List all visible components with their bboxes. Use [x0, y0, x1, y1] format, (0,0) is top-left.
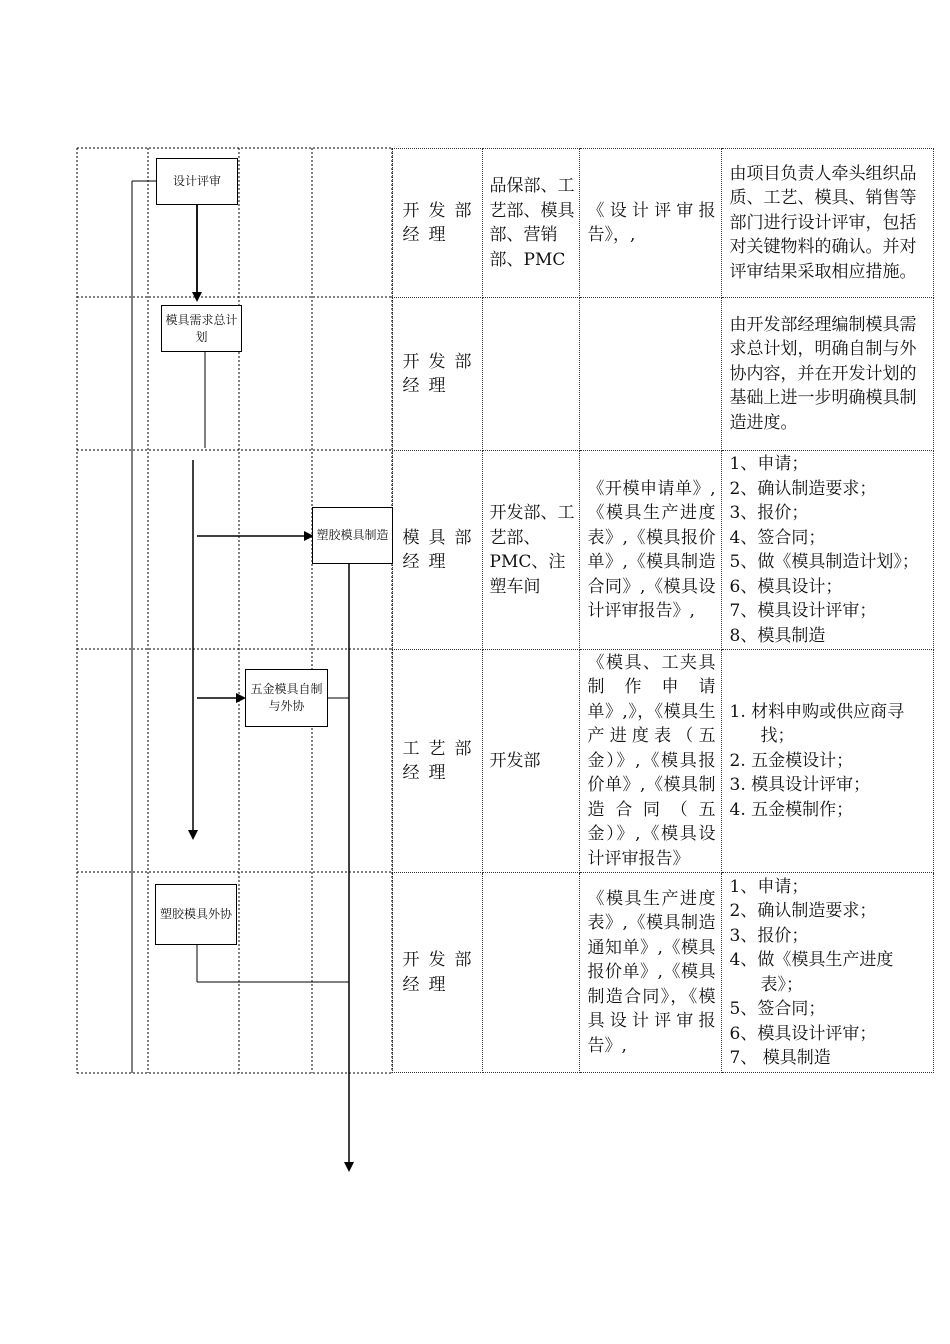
description-item: 1、申请；: [729, 454, 809, 474]
departments-cell: 品保部、工艺部、模具部、营销部、PMC: [482, 149, 579, 298]
description-item: 2、确认制造要求；: [729, 478, 877, 499]
description-item: 1. 材料申购或供应商寻找；: [729, 701, 905, 747]
description-item: 3、报价；: [729, 925, 809, 946]
departments-cell: [482, 873, 579, 1073]
documents-cell: [579, 298, 721, 451]
description-item: 5、做《模具制造计划》；: [729, 552, 919, 572]
description-cell: 由开发部经理编制模具需求总计划，明确自制与外协内容，并在开发计划的基础上进一步明确模具制造进度。: [721, 298, 933, 451]
documents-cell: 《模具、工夹具制作申请单》,》，《模具生产进度表（五金）》,《模具报价单》,《模具制造合同（五金）》,《模具设计评审报告》: [579, 650, 721, 873]
table-row: [77, 451, 933, 650]
responsible-cell: 开发部经理: [392, 298, 482, 451]
departments-cell: [482, 298, 579, 451]
departments-cell: 开发部、工艺部、PMC、注塑车间: [482, 451, 579, 650]
description-item: 4、签合同；: [729, 527, 826, 548]
responsible-cell: 工艺部经理: [392, 650, 482, 873]
responsible-cell: 开发部经理: [392, 873, 482, 1073]
documents-cell: 《模具生产进度表》,《模具制造通知单》,《模具报价单》,《模具制造合同》，《模具设计评审报告》,: [579, 873, 721, 1073]
description-item: 3. 模具设计评审；: [729, 775, 871, 796]
table-row: [77, 650, 933, 873]
description-item: 7、模具设计评审；: [729, 601, 877, 621]
plastic-mold-make-box: 塑胶模具制造: [312, 507, 393, 564]
description-cell: [721, 650, 933, 873]
documents-cell: 《开模申请单》,《模具生产进度表》,《模具报价单》,《模具制造合同》,《模具设计评审报告》,: [579, 451, 721, 650]
description-item: 8、模具制造: [729, 625, 826, 646]
description-item: 6、模具设计评审；: [729, 1023, 877, 1044]
description-cell: [721, 873, 933, 1073]
responsible-cell: 开发部经理: [392, 149, 482, 298]
hardware-mold-box: 五金模具自制与外协: [245, 669, 328, 727]
documents-cell: 《设计评审报告》，,: [579, 149, 721, 298]
description-item: 2、确认制造要求；: [729, 901, 877, 921]
departments-cell: 开发部: [482, 650, 579, 873]
description-item: 7、 模具制造: [729, 1048, 831, 1068]
design-review-box: 设计评审: [156, 158, 238, 205]
description-item: 6、模具设计；: [729, 576, 843, 597]
plastic-mold-outsource-box: 塑胶模具外协: [155, 884, 237, 945]
description-item: 5、签合同；: [729, 999, 826, 1019]
description-item: 1、申请；: [729, 876, 809, 897]
mold-plan-box: 模具需求总计划: [161, 305, 242, 352]
description-item: 2. 五金模设计；: [729, 750, 854, 771]
flow-cell: [77, 650, 392, 873]
description-item: 4. 五金模制作；: [729, 799, 854, 820]
description-cell: 由项目负责人牵头组织品质、工艺、模具、销售等部门进行设计评审，包括对关键物料的确认。并对评审结果采取相应措施。: [721, 149, 933, 298]
responsible-cell: 模具部经理: [392, 451, 482, 650]
description-item: 4、做《模具生产进度表》；: [729, 950, 894, 995]
description-cell: [721, 451, 933, 650]
description-item: 3、报价；: [729, 503, 809, 523]
